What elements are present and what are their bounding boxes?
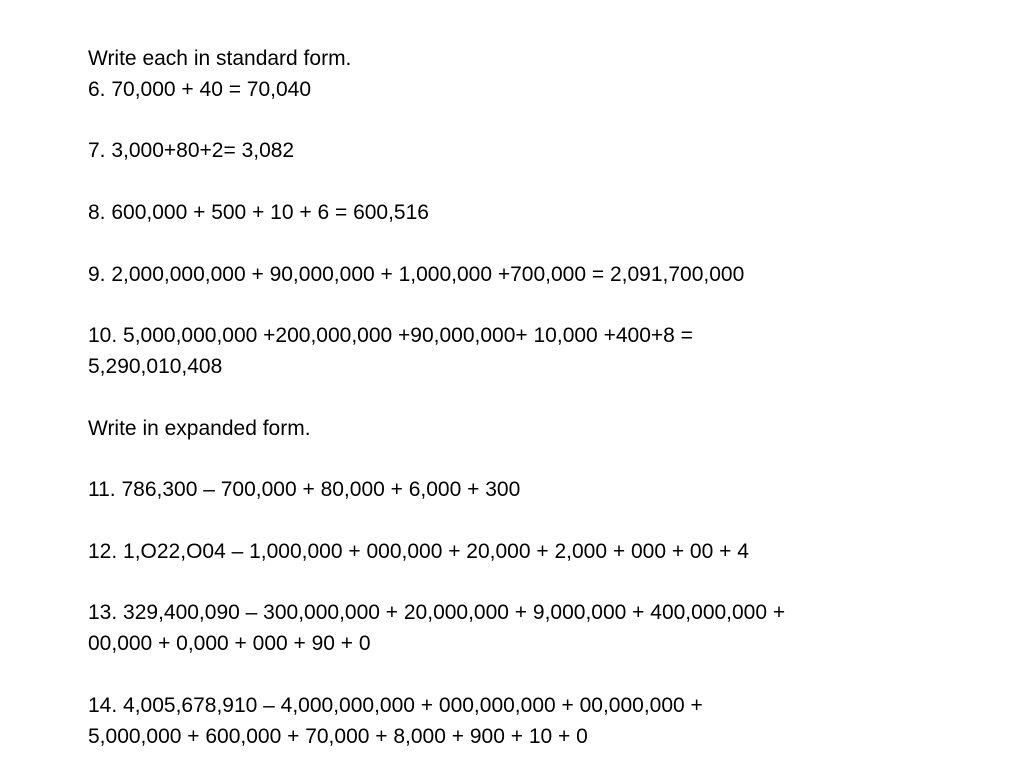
spacer: [88, 444, 988, 475]
item-12: 12. 1,O22,O04 – 1,000,000 + 000,000 + 20,000 + 2,000 + 000 + 00 + 4: [88, 539, 749, 563]
item-10-line-1: 10. 5,000,000,000 +200,000,000 +90,000,000+ 10,000 +400+8 =: [88, 324, 693, 348]
item-13-line-2: 00,000 + 0,000 + 000 + 90 + 0: [88, 632, 371, 656]
item-11: 11. 786,300 – 700,000 + 80,000 + 6,000 + 300: [88, 478, 521, 502]
item-14-line-1: 14. 4,005,678,910 – 4,000,000,000 + 000,000,000 + 00,000,000 +: [88, 693, 703, 717]
item-10-line-2: 5,290,010,408: [88, 354, 223, 378]
spacer: [88, 506, 988, 537]
spacer: [88, 229, 988, 260]
item-13-line-1: 13. 329,400,090 – 300,000,000 + 20,000,000 + 9,000,000 + 400,000,000 +: [88, 601, 786, 625]
item-14-line-2: 5,000,000 + 600,000 + 70,000 + 8,000 + 900 + 10 + 0: [88, 724, 588, 748]
heading-expanded-form: Write in expanded form.: [88, 416, 311, 440]
spacer: [88, 167, 988, 198]
item-6: 6. 70,000 + 40 = 70,040: [88, 77, 312, 101]
spacer: [88, 383, 988, 414]
spacer: [88, 568, 988, 599]
spacer: [88, 290, 988, 321]
item-9: 9. 2,000,000,000 + 90,000,000 + 1,000,000 +700,000 = 2,091,700,000: [88, 262, 745, 286]
spacer: [88, 106, 988, 137]
heading-standard-form: Write each in standard form.: [88, 47, 352, 70]
spacer: [88, 660, 988, 691]
item-8: 8. 600,000 + 500 + 10 + 6 = 600,516: [88, 200, 429, 224]
slide-content: [88, 44, 988, 752]
item-7: 7. 3,000+80+2= 3,082: [88, 139, 295, 163]
